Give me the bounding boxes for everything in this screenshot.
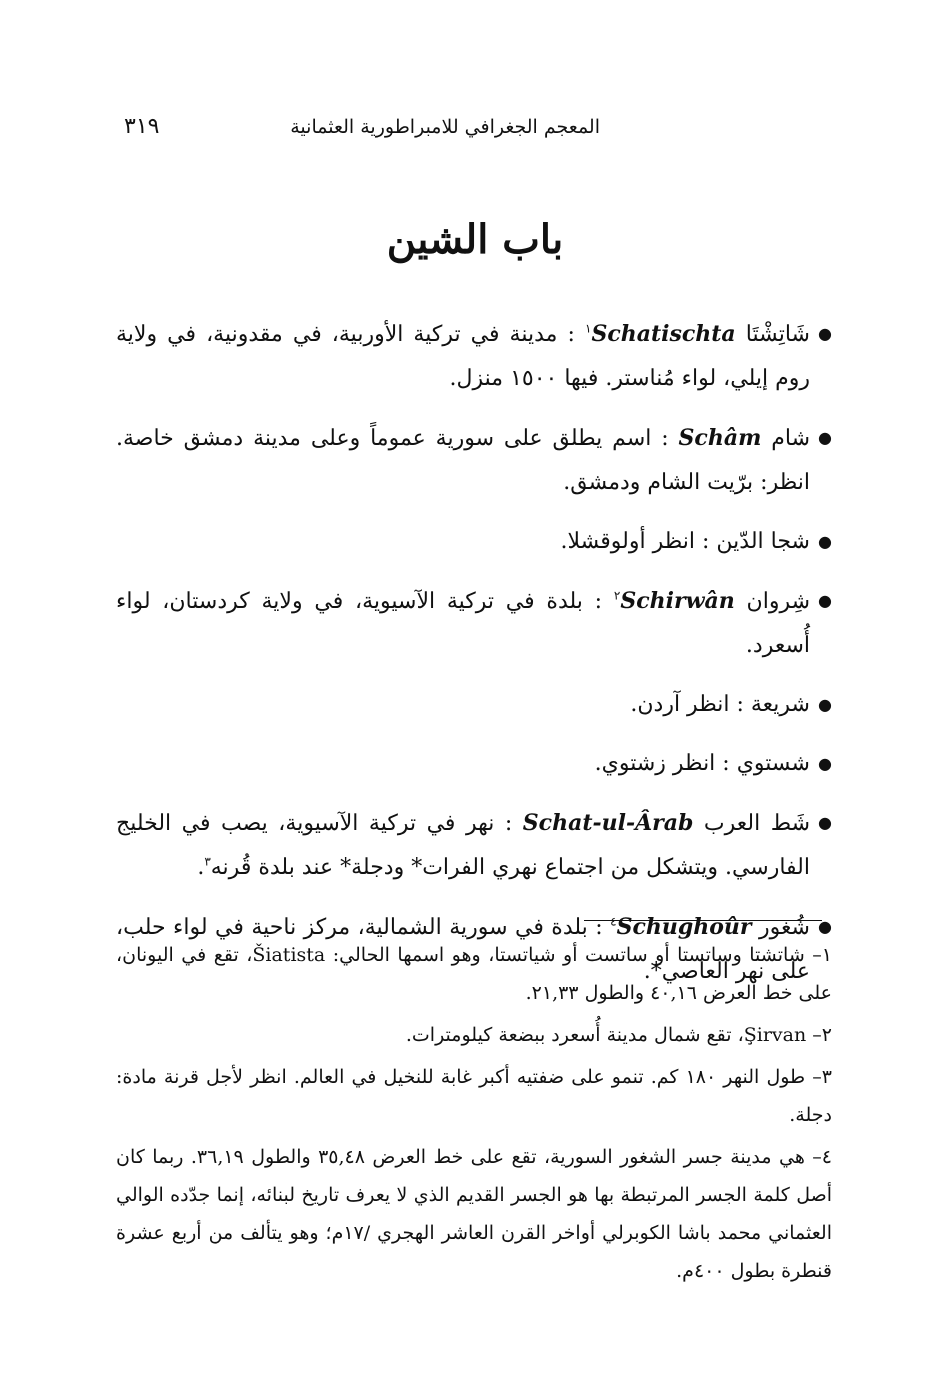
footnote-lead: ٣– طول النهر ١٨٠ كم. تنمو على ضفتيه أكبر غابة للنخيل في العالم. انظر لأجل قرنة مادة: دجلة. [116, 1066, 833, 1126]
entry-shariaa [116, 683, 832, 727]
bullet-icon: ● [818, 324, 832, 343]
entry-schat-ul-arab [116, 801, 832, 890]
footnote-text: ، تقع شمال مدينة أُسعرد ببضعة كيلومترات. [405, 1024, 744, 1046]
entry-latin: Schatischta [591, 321, 736, 347]
entry-text: : انظر أولوقشلا. [560, 529, 710, 554]
entry-head: شريعة [750, 692, 810, 717]
bullet-icon: ● [818, 532, 832, 551]
bullet-icon: ● [818, 591, 832, 610]
footnote-lead: ٢– [812, 1024, 832, 1046]
footnote-ref: ٢ [613, 588, 621, 603]
entry-scham [116, 416, 832, 505]
entry-latin: Schughoûr [616, 914, 752, 940]
entry-schatischta [116, 312, 832, 401]
footnote-lead: ١– شاتشتا وساتستا أو ساتست أو شياتستا، وهو اسمها الحالي: [332, 944, 832, 966]
footnote-list [116, 936, 832, 1290]
entry-latin: Schirwân [620, 588, 735, 614]
entry-text: : اسم يطلق على سورية عموماً وعلى مدينة دمشق خاصة. انظر: برّيت الشام ودمشق. [116, 426, 810, 495]
entry-end: . [197, 855, 205, 880]
page-number: ٣١٩ [124, 114, 160, 139]
chapter-title: باب الشين [386, 216, 564, 263]
entry-shaja-aldin [116, 520, 832, 564]
bullet-icon: ● [818, 695, 832, 714]
footnote-4 [116, 1138, 832, 1290]
footnote-1 [116, 936, 832, 1012]
entry-head: شُغور [758, 915, 810, 940]
footnote-latin: Şirvan [743, 1024, 807, 1046]
footnote-text: ، تقع في اليونان، على خط العرض ٤٠,١٦ والطول ٢١,٣٣. [116, 944, 832, 1004]
bullet-icon: ● [818, 813, 832, 832]
bullet-icon: ● [818, 754, 832, 773]
entry-text: : انظر آردن. [630, 692, 744, 717]
entry-head: شِروان [746, 589, 811, 614]
entry-text: : نهر في تركية الآسيوية، يصب في الخليج الفارسي. ويتشكل من اجتماع نهري الفرات* ودجلة* عند بلدة قُرنه [116, 811, 810, 880]
entry-text: : انظر زشتوي. [594, 751, 730, 776]
entry-schirwan [116, 579, 832, 668]
footnote-ref: ٣ [204, 854, 211, 869]
entry-text: : مدينة في تركية الأوربية، في مقدونية، في ولاية روم إيلي، لواء مُناستر. فيها ١٥٠٠ منزل. [116, 322, 810, 391]
entry-head: شام [771, 426, 811, 451]
entry-text: : بلدة في سورية الشمالية، مركز ناحية في لواء حلب، على نهر العاصي*. [116, 915, 810, 984]
entry-head: شَاتِشْتَا [745, 322, 810, 347]
footnote-3 [116, 1058, 832, 1134]
bullet-icon: ● [818, 428, 832, 447]
running-header-title: المعجم الجغرافي للامبراطورية العثمانية [290, 116, 600, 138]
footnote-2 [116, 1016, 832, 1054]
entry-text: : بلدة في تركية الآسيوية، في ولاية كردستان، لواء أُسعرد. [116, 589, 810, 658]
running-header [120, 112, 832, 142]
footnote-divider [584, 920, 822, 921]
entry-head: شستوي [736, 751, 810, 776]
entry-latin: Schat-ul-Ârab [522, 810, 694, 836]
footnote-ref: ٤ [610, 914, 617, 929]
footnote-latin: Šiatista [252, 944, 326, 966]
entry-list [116, 312, 832, 994]
entry-head: شجا الدّين [716, 529, 810, 554]
footnote-lead: ٤– هي مدينة جسر الشغور السورية، تقع على خط العرض ٣٥,٤٨ والطول ٣٦,١٩. ربما كان أصل كلمة الجسر المرتبطة بها هو الجسر القديم الذي لا يعرف تاريخ لبنائه، إنما جدّده الوالي العثماني محمد باشا الكوبرلي أواخر القرن العاشر الهجري /١٧م؛ وهو يتألف من أربع عشرة قنطرة بطول ٤٠٠م. [116, 1146, 832, 1282]
entry-shastawi [116, 742, 832, 786]
entry-head: شَط العرب [703, 811, 811, 836]
bullet-icon: ● [818, 917, 832, 936]
entry-latin: Schâm [678, 425, 762, 451]
footnote-ref: ١ [584, 321, 592, 336]
